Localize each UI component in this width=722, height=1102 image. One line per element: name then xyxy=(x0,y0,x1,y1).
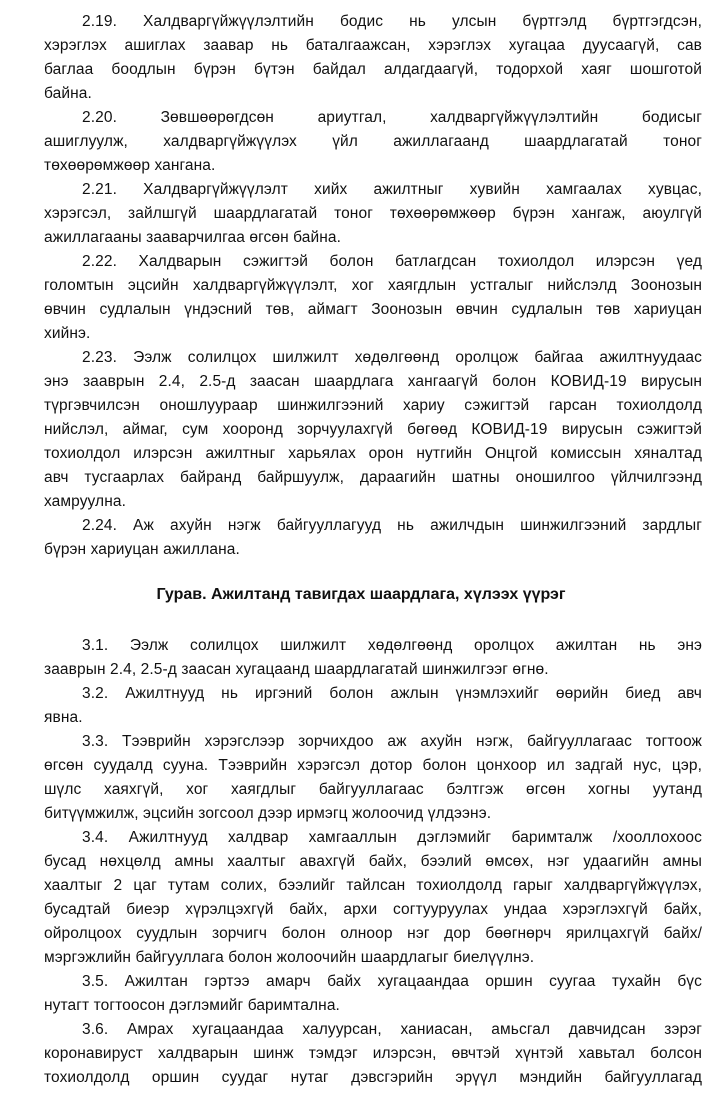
paragraph-line: энэ зааврын 2.4, 2.5-д заасан шаардлага хангаагүй болон КОВИД-19 вирусын xyxy=(44,373,702,390)
paragraph-line: 2.21. Халдваргүйжүүлэлт хийх ажилтныг хувийн хамгаалах хувцас, xyxy=(82,181,702,198)
paragraph-line: өвчин судлалын үндэсний төв, аймагт Зоонозын өвчин судлалын төв хариуцан xyxy=(44,301,702,318)
paragraph-line: ойролцоох суудлын зорчигч болон олноор нэг дор бөөгнөрч ярилцахгүй байх/ xyxy=(44,925,702,942)
paragraph-line: 2.23. Ээлж солилцох шилжилт хөдөлгөөнд оролцож байгаа ажилтнуудаас xyxy=(82,349,702,366)
paragraph-line: тохиолдол илэрсэн ажилтныг харьялах орон нутгийн Онцгой комиссын хяналтад xyxy=(44,445,702,462)
paragraph-line: бусадтай биеэр хүрэлцэхгүй байх, архи согтууруулах ундаа хэрэглэхгүй байх, xyxy=(44,901,702,918)
paragraph-line: битүүмжилж, эцсийн зогсоол дээр ирмэгц жолоочид үлдээнэ. xyxy=(44,805,492,822)
paragraph-line: 2.20. Зөвшөөрөгдсөн ариутгал, халдваргүйжүүлэлтийн бодисыг xyxy=(82,109,702,126)
paragraph-line: 3.3. Тээврийн хэрэгслээр зорчихдоо аж ахуйн нэгж, байгууллагаас тогтоож xyxy=(82,733,702,750)
paragraph-line: 2.24. Аж ахуйн нэгж байгууллагууд нь ажилчдын шинжилгээний зардлыг xyxy=(82,517,702,534)
paragraph-line: авч тусгаарлах байранд байршуулж, дараагийн шатны оношилгоо үйлчилгээнд xyxy=(44,469,702,486)
paragraph-line: бүрэн хариуцан ажиллана. xyxy=(44,541,240,558)
paragraph-line: төхөөрөмжөөр хангана. xyxy=(44,157,216,174)
paragraph-line: нутагт тогтоосон дэглэмийг баримтална. xyxy=(44,997,340,1014)
paragraph-line: ажиллагааны зааварчилгаа өгсөн байна. xyxy=(44,229,342,246)
paragraph-line: бусад нөхцөлд амны хаалтыг авахгүй байх, бээлий өмсөх, нэг удаагийн амны xyxy=(44,853,702,870)
paragraph-line: баглаа боодлын бүрэн бүтэн байдал алдагдаагүй, тодорхой хаяг шошготой xyxy=(44,61,702,78)
paragraph-line: голомтын эцсийн халдваргүйжүүлэлт, хог хаягдлын устгалыг нийслэлд Зоонозын xyxy=(44,277,702,294)
paragraph-line: хэрэглэх ашиглах заавар нь баталгаажсан, хэрэглэх хугацаа дуусаагүй, сав xyxy=(44,37,702,54)
paragraph-line: хаалтыг 2 цаг тутам солих, бээлийг тайлсан тохиолдолд гарыг халдваргүйжүүлэх, xyxy=(44,877,702,894)
paragraph-line: хэрэгсэл, зайлшгүй шаардлагатай тоног төхөөрөмжөөр бүрэн хангаж, аюулгүй xyxy=(44,205,702,222)
paragraph-line: мэргэжлийн байгууллага болон жолоочийн шаардлагыг биелүүлнэ. xyxy=(44,949,535,966)
paragraph-line: 2.19. Халдваргүйжүүлэлтийн бодис нь улсын бүртгэлд бүртгэгдсэн, xyxy=(82,13,702,30)
section-heading: Гурав. Ажилтанд тавигдах шаардлага, хүлээх үүрэг xyxy=(156,586,566,603)
paragraph-line: шүлс хаяхгүй, хог хаягдлыг байгууллагаас бэлтгэж өгсөн хогны уутанд xyxy=(44,781,702,798)
paragraph-line: нийслэл, аймаг, сум хооронд зорчуулахгүй бөгөөд КОВИД-19 вирусын сэжигтэй xyxy=(44,421,702,438)
paragraph-line: 3.2. Ажилтнууд нь иргэний болон ажлын үнэмлэхийг өөрийн биед авч xyxy=(82,685,702,702)
paragraph-line: явна. xyxy=(44,709,83,726)
paragraph-line: 2.22. Халдварын сэжигтэй болон батлагдсан тохиолдол илэрсэн үед xyxy=(82,253,702,270)
paragraph-line: 3.6. Амрах хугацаандаа халуурсан, ханиасан, амьсгал давчидсан зэрэг xyxy=(82,1021,702,1038)
paragraph-line: тохиолдолд оршин суудаг нутаг дэвсгэрийн эрүүл мэндийн байгууллагад xyxy=(44,1069,702,1086)
paragraph-line: хийнэ. xyxy=(44,325,91,342)
paragraph-line: 3.4. Ажилтнууд халдвар хамгааллын дэглэмийг баримталж /хооллохоос xyxy=(82,829,702,846)
paragraph-line: түргэвчилсэн оношлуураар шинжилгээний хариу сэжигтэй гарсан тохиолдолд xyxy=(44,397,702,414)
paragraph-line: өгсөн суудалд сууна. Тээврийн хэрэгсэл дотор болон цонхоор ил задгай нус, цэр, xyxy=(44,757,702,774)
paragraph-line: байна. xyxy=(44,85,92,102)
paragraph-line: ашиглуулж, халдваргүйжүүлэх үйл ажиллагаанд шаардлагатай тоног xyxy=(44,133,702,150)
paragraph-line: хамруулна. xyxy=(44,493,126,510)
paragraph-line: коронавируст халдварын шинж тэмдэг илэрсэн, өвчтэй хүнтэй хавьтал болсон xyxy=(44,1045,702,1062)
paragraph-line: 3.5. Ажилтан гэртээ амарч байх хугацаандаа оршин суугаа тухайн бүс xyxy=(82,973,702,990)
paragraph-line: зааврын 2.4, 2.5-д заасан хугацаанд шаардлагатай шинжилгээг өгнө. xyxy=(44,661,549,678)
paragraph-line: 3.1. Ээлж солилцох шилжилт хөдөлгөөнд оролцох ажилтан нь энэ xyxy=(82,637,702,654)
